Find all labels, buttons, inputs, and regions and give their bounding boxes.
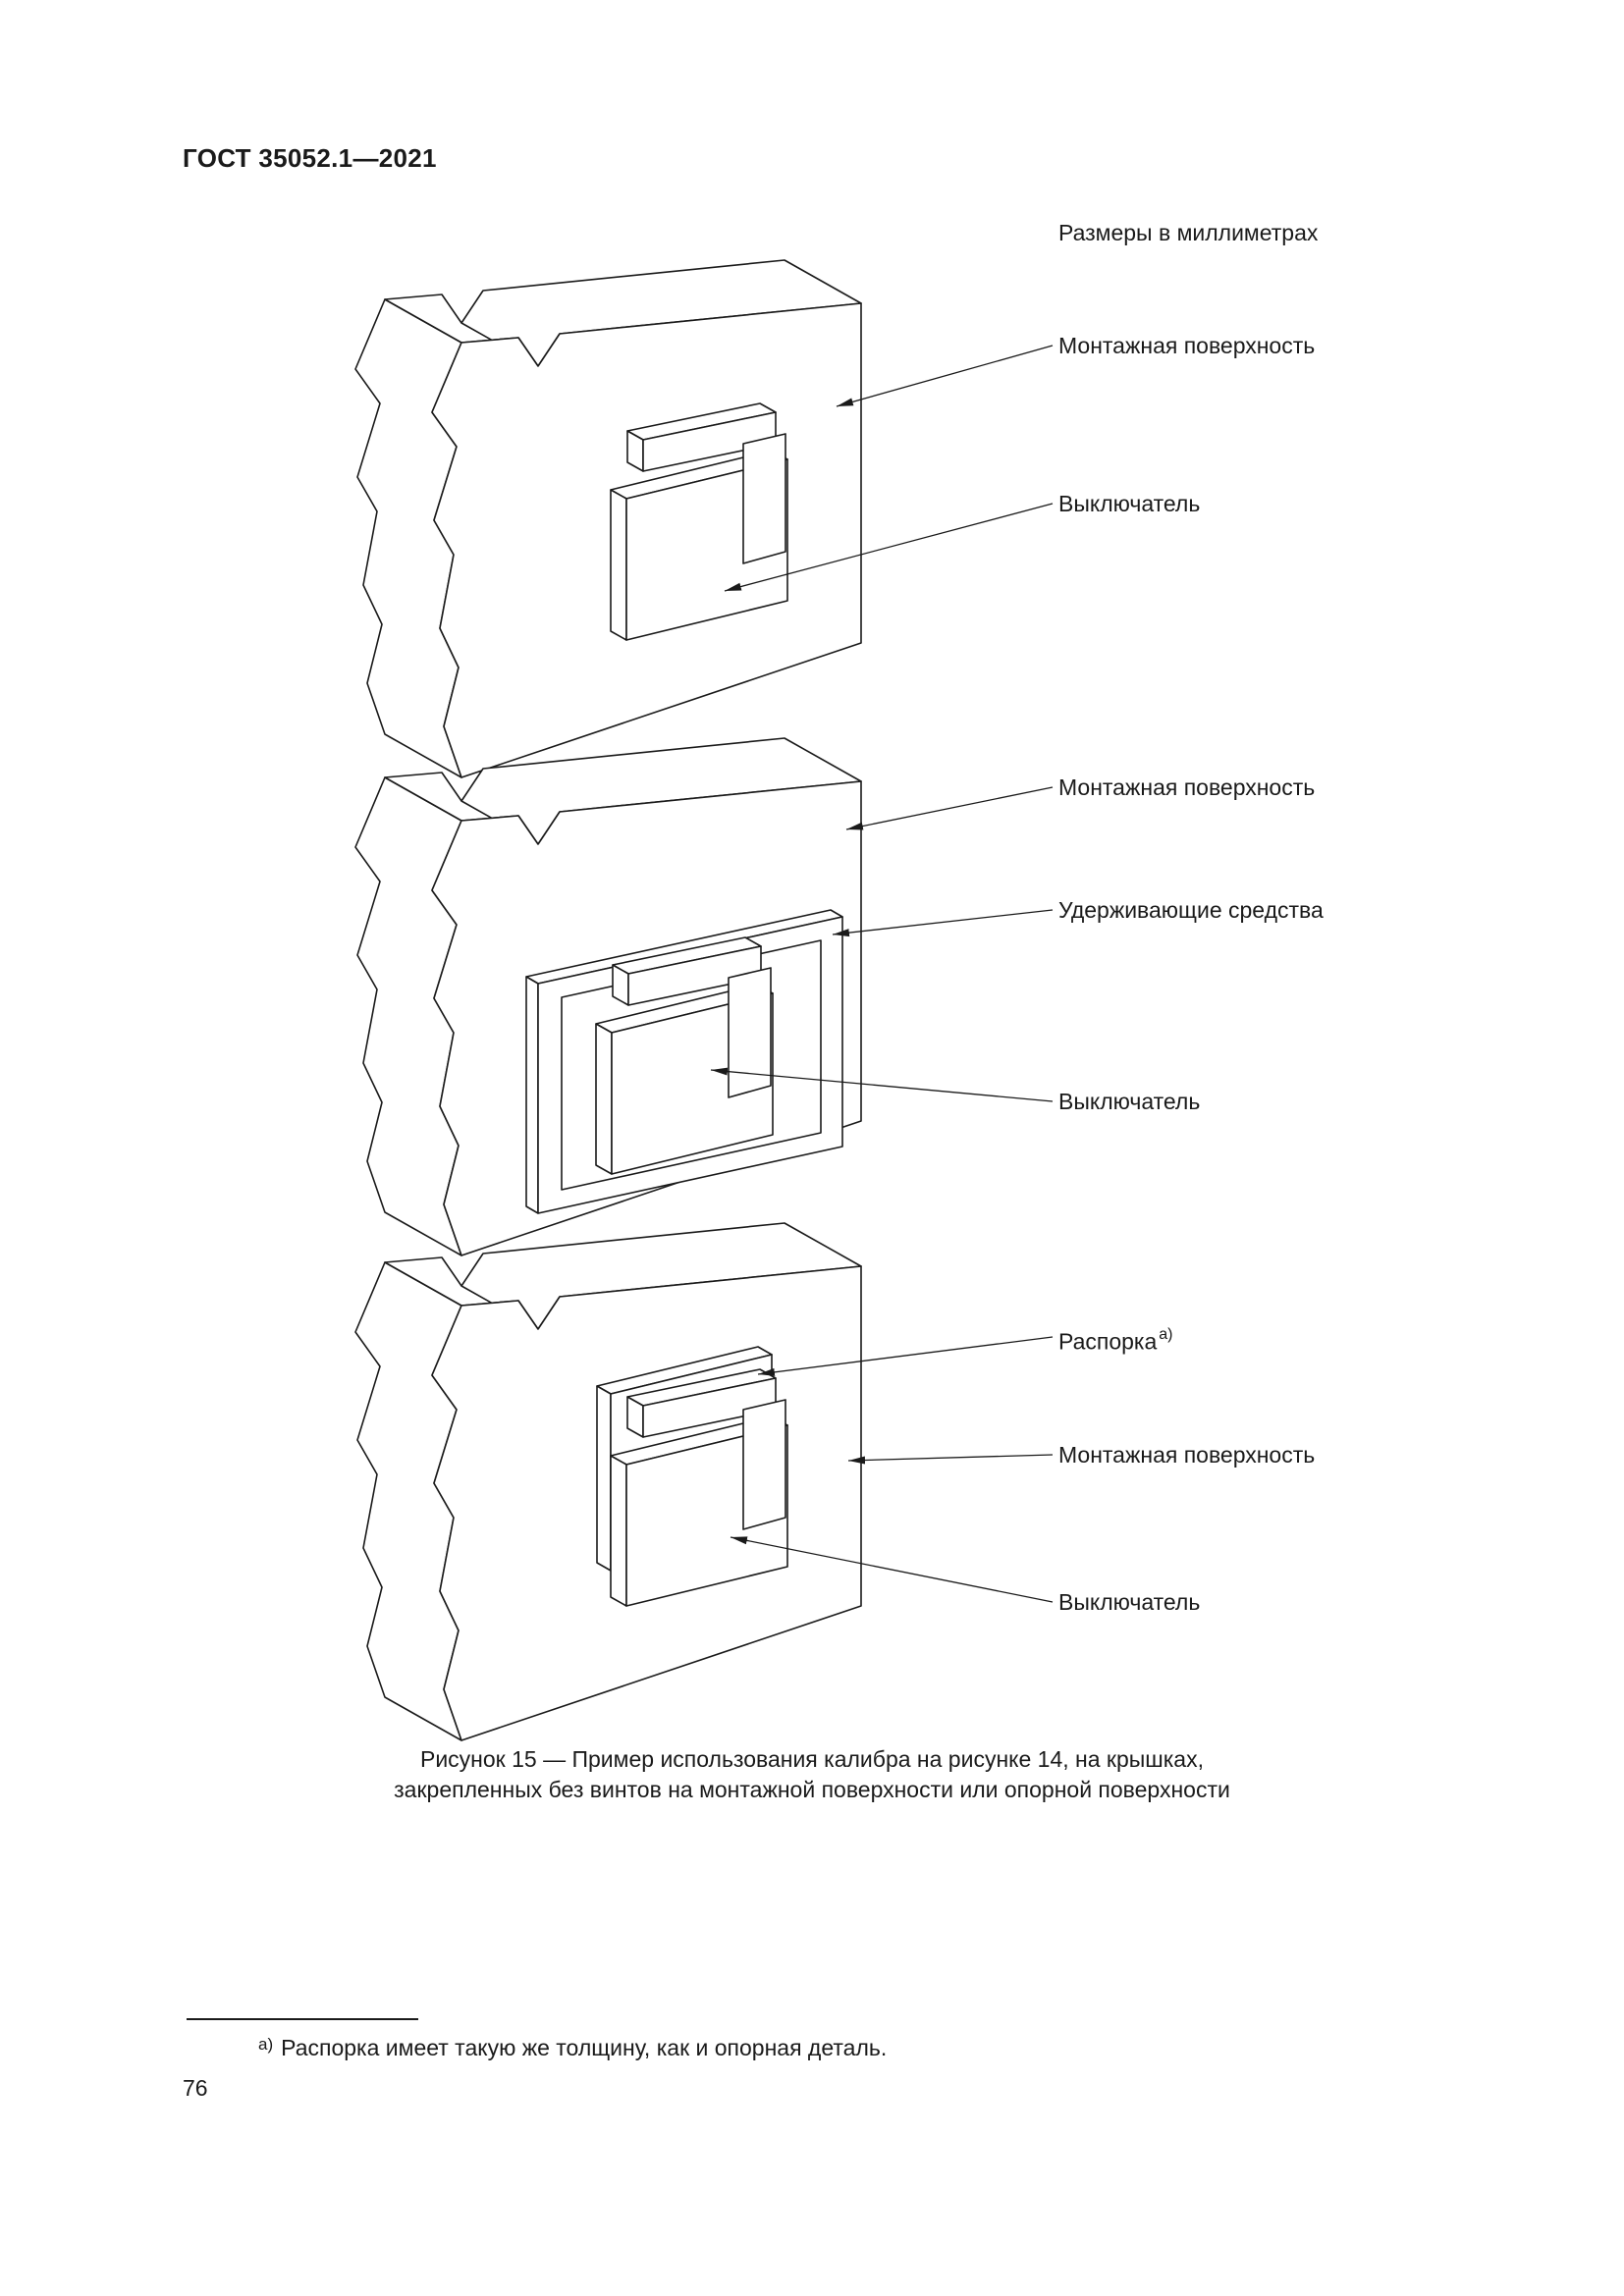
label-fig2-mounting-surface: Монтажная поверхность (1058, 774, 1316, 800)
leader-fig3-mounting-surface (848, 1455, 1053, 1461)
footnote-marker: а) (258, 2035, 274, 2054)
switch-with-gauge (611, 1369, 787, 1606)
spacer-label-text: Распорка (1058, 1328, 1158, 1355)
figure-caption-line-1: Рисунок 15 — Пример использования калибра на рисунке 14, на крышках, (419, 1746, 1204, 1772)
leader-fig2-retaining-means (833, 910, 1053, 934)
label-fig3-switch: Выключатель (1058, 1589, 1201, 1615)
footnote-divider (187, 2018, 418, 2020)
label-fig2-retaining-means: Удерживающие средства (1058, 897, 1324, 923)
frame-side-face (526, 977, 538, 1213)
spacer-side-face (597, 1386, 611, 1571)
label-fig1-mounting-surface: Монтажная поверхность (1058, 333, 1316, 358)
figure-1-drawing (355, 260, 861, 777)
figure-caption-line-2: закрепленных без винтов на монтажной поверхности или опорной поверхности (394, 1777, 1230, 1802)
switch-with-gauge (596, 937, 773, 1174)
figure-2-drawing (355, 738, 861, 1255)
spacer-footnote-ref: а) (1159, 1326, 1173, 1343)
figure-caption (243, 1744, 1381, 1805)
standard-code: ГОСТ 35052.1—2021 (183, 143, 437, 173)
footnote-text: Распорка имеет такую же толщину, как и опорная деталь. (281, 2035, 888, 2060)
footnote (258, 2034, 887, 2064)
label-fig3-spacer (1058, 1325, 1173, 1354)
leader-fig1-mounting-surface (837, 346, 1053, 406)
figure-3-drawing (355, 1223, 861, 1740)
switch-with-gauge (611, 403, 787, 640)
leader-fig2-mounting-surface (846, 787, 1053, 829)
label-fig1-switch: Выключатель (1058, 491, 1201, 516)
label-fig3-mounting-surface: Монтажная поверхность (1058, 1442, 1316, 1468)
page-number: 76 (183, 2075, 208, 2101)
dimensions-note: Размеры в миллиметрах (1058, 220, 1319, 245)
label-fig2-switch: Выключатель (1058, 1089, 1201, 1114)
